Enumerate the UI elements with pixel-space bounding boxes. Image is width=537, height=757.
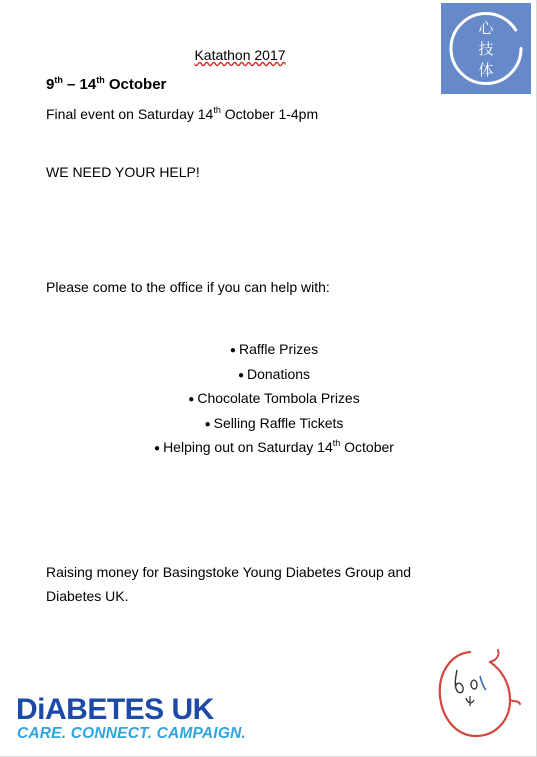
bullet-icon: ●	[154, 443, 161, 454]
list-item: ● Selling Raffle Tickets	[204, 414, 344, 431]
help-list	[0, 337, 537, 460]
event-dates: 9th – 14th October	[46, 75, 167, 93]
bullet-icon: ●	[237, 369, 244, 381]
seal-char-2: 技	[478, 40, 494, 58]
list-item: ● Helping out on Saturday 14th October	[154, 438, 394, 455]
bullet-icon: ●	[204, 418, 211, 430]
final-event-line: Final event on Saturday 14th October 1-4pm	[46, 105, 319, 122]
list-item: ● Chocolate Tombola Prizes	[188, 390, 360, 406]
diabetes-uk-logo: DiABETES UK	[16, 693, 214, 726]
seal-char-3: 体	[478, 61, 494, 79]
bullet-icon: ●	[188, 394, 195, 405]
seal-char-1: 心	[478, 19, 494, 37]
list-item: ● Raffle Prizes	[229, 341, 319, 357]
help-call: WE NEED YOUR HELP!	[46, 164, 200, 180]
diabetes-uk-tagline: CARE. CONNECT. CAMPAIGN.	[17, 725, 246, 742]
raising-text-line-1: Raising money for Basingstoke Young Diabetes Group and	[46, 564, 412, 580]
bullet-icon: ●	[229, 345, 236, 356]
raising-text-line-2: Diabetes UK.	[46, 588, 129, 604]
list-item: ● Donations	[237, 365, 311, 382]
face-doodle-icon	[430, 640, 522, 745]
document-title: Katathon 2017	[194, 47, 286, 63]
intro-text: Please come to the office if you can help with:	[46, 279, 330, 295]
